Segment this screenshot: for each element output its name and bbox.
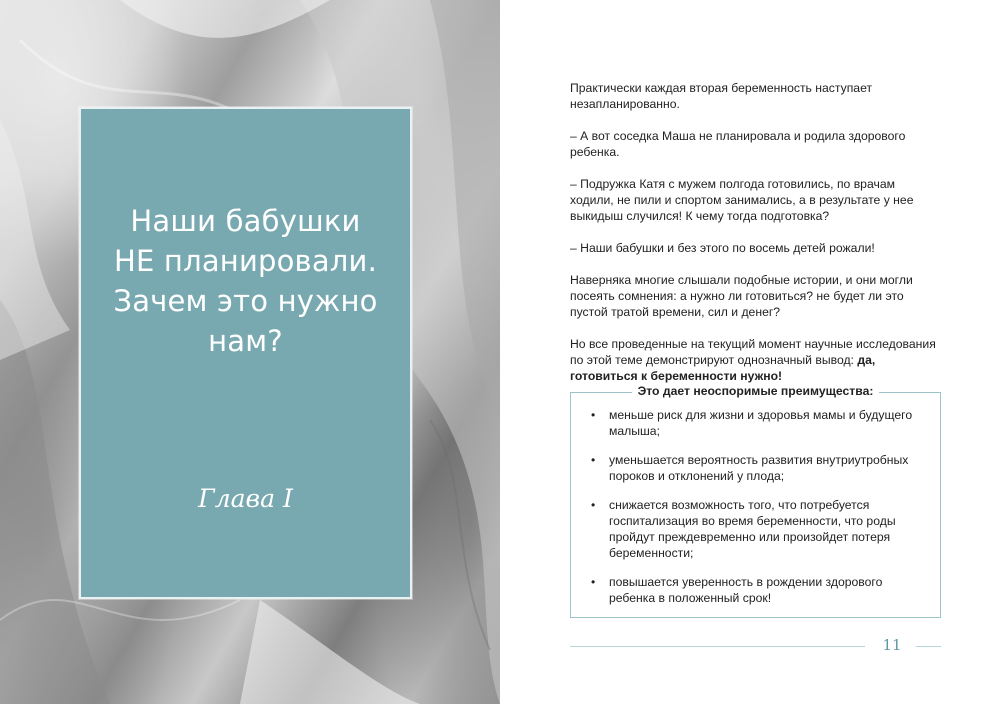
list-item [587,497,927,561]
chapter-title-line: нам? [208,324,283,358]
list-item [587,407,927,439]
bullet-icon: • [591,498,596,512]
right-page [500,0,1000,704]
chapter-label: Глава I [198,484,293,513]
chapter-title [81,201,410,361]
list-item-text: снижается возможность того, что потребуется госпитализация во время беременности, что роды пройдут преждевременно или произойдет потеря беременности; [609,498,896,560]
bullet-icon: • [591,453,596,467]
list-item-text: меньше риск для жизни и здоровья мамы и будущего малыша; [609,408,913,438]
paragraph: Наверняка многие слышали подобные истории, и они могли посеять сомнения: а нужно ли готовиться? не будет ли это пустой тратой времени, сил и денег? [570,273,913,319]
list-item-text: уменьшается вероятность развития внутриутробных пороков и отклонений у плода; [609,453,909,483]
list-item-text: повышается уверенность в рождении здорового ребенка в положенный срок! [609,575,883,605]
chapter-title-line: Наши бабушки [130,204,361,238]
advantages-box [570,384,941,618]
page-number: 11 [882,636,902,654]
footer-divider [570,646,865,647]
paragraph: – Подружка Катя с мужем полгода готовились, по врачам ходили, не пили и спортом занимались, а в результате у нее выкидыш случился! К чему тогда подготовка? [570,177,914,223]
body-text [570,80,942,384]
advantages-list [587,407,927,619]
bullet-icon: • [591,408,596,422]
chapter-title-line: НЕ планировали. [113,244,378,278]
chapter-title-line: Зачем это нужно [113,284,378,318]
conclusion-emphasis: да, готовиться к беременности нужно! [570,353,876,383]
paragraph: Практически каждая вторая беременность наступает незапланированно. [570,81,873,111]
list-item [587,452,927,484]
paragraph: – Наши бабушки и без этого по восемь детей рожали! [570,241,875,255]
advantages-title: Это дает неоспоримые преимущества: [632,384,880,398]
list-item [587,574,927,606]
conclusion-text: Но все проведенные на текущий момент научные исследования по этой теме демонстрируют однозначный вывод: [570,337,936,367]
conclusion-paragraph [570,336,942,384]
chapter-cover-panel [79,107,412,599]
footer-divider [916,646,941,647]
bullet-icon: • [591,575,596,589]
paragraph: – А вот соседка Маша не планировала и родила здорового ребенка. [570,129,906,159]
